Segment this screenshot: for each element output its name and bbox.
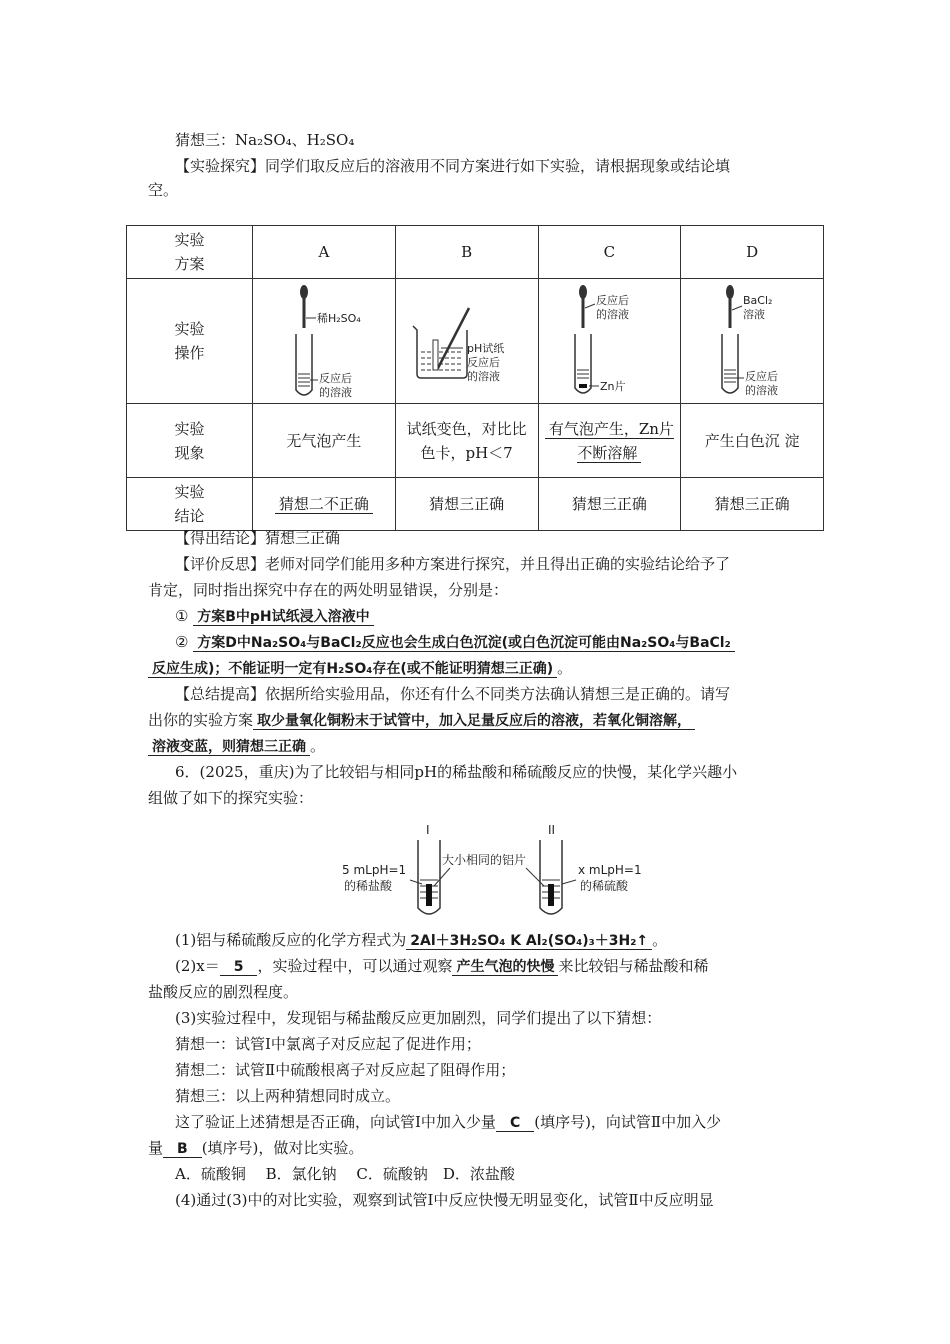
answer-blank: 取少量氧化铜粉末于试管中，加入足量反应后的溶液，若氧化铜溶解，	[253, 713, 695, 730]
summary-tag: 【总结提高】	[175, 685, 266, 703]
phenomenon-d: 产生白色沉 淀	[681, 404, 824, 478]
answer-blank: 溶液变蓝，则猜想三正确	[148, 739, 310, 756]
label-solution: 反应后	[596, 294, 630, 307]
conclusion-d: 猜想三正确	[681, 478, 824, 531]
summary-line-3	[148, 734, 828, 759]
phenomenon-c	[538, 404, 681, 478]
part-text: 量	[148, 1139, 164, 1157]
table-row	[127, 279, 824, 404]
answer-blank: 2Al＋3H₂SO₄ K Al₂(SO₄)₃＋3H₂↑	[406, 933, 652, 950]
item-number: ①	[175, 607, 189, 625]
part-text: 来比较铝与稀盐酸和稀	[558, 957, 709, 975]
tube-1-label: I	[426, 823, 430, 837]
label-solution: 反应后	[318, 372, 352, 385]
reflection-line-2: 肯定，同时指出探究中存在的两处明显错误，分别是：	[148, 581, 509, 599]
q6-part2	[175, 954, 828, 979]
label-solution: 反应后	[745, 370, 779, 383]
two-tubes-figure	[330, 822, 690, 922]
conclusion-label: 实验 结论	[127, 478, 253, 531]
q6-guess3: 猜想三：以上两种猜想同时成立。	[175, 1087, 401, 1105]
part-text: (2)x＝	[175, 957, 220, 975]
explore-line-2: 空。	[148, 181, 179, 199]
label-solution-2: 的溶液	[318, 386, 352, 399]
summary-text: 依据所给实验用品，你还有什么不同类方法确认猜想三是正确的。请写	[265, 685, 731, 703]
label-solution: 反应后	[466, 356, 500, 369]
reflection-item-2-cont	[148, 656, 828, 681]
operation-c-figure	[538, 279, 681, 404]
q6-verify-line-1	[175, 1110, 828, 1135]
operation-b-figure	[395, 279, 538, 404]
label-solution-2: 的溶液	[596, 308, 630, 321]
experiment-table	[126, 225, 824, 531]
conclusion-line	[175, 526, 828, 550]
label-bacl2: BaCl₂	[743, 294, 773, 307]
part-text: (填序号)，向试管Ⅱ中加入少	[534, 1113, 722, 1131]
table-header-c: C	[538, 226, 681, 279]
reflection-line-1	[175, 552, 828, 576]
period: 。	[310, 737, 326, 755]
dropper-tube-figure-c	[559, 282, 659, 400]
label-solution-2: 的溶液	[466, 370, 500, 383]
table-row	[127, 404, 824, 478]
conclusion-c: 猜想三正确	[538, 478, 681, 531]
left-label-2: 的稀盐酸	[344, 879, 393, 893]
q6-options: A．硫酸铜 B．氯化钠 C．硫酸钠 D．浓盐酸	[175, 1165, 515, 1183]
label-solution-2: 的溶液	[745, 384, 779, 397]
conclusion-text: 猜想三正确	[265, 529, 341, 547]
operation-d-figure	[681, 279, 824, 404]
aluminum-label: 大小相同的铝片	[442, 853, 527, 867]
q6-part2-cont: 盐酸反应的剧烈程度。	[148, 983, 299, 1001]
summary-text-2: 出你的实验方案	[148, 711, 254, 729]
table-header-d: D	[681, 226, 824, 279]
dropper-tube-figure-a	[274, 282, 374, 400]
label-dilute-h2so4: 稀H₂SO₄	[316, 312, 361, 325]
answer-blank: 产生气泡的快慢	[452, 959, 558, 976]
reflection-text: 老师对同学们能用多种方案进行探究，并且得出正确的实验结论给予了	[265, 555, 731, 573]
answer-blank: 有气泡产生，Zn片不断溶解	[545, 420, 674, 463]
answer-blank: B	[163, 1141, 202, 1158]
conclusion-tag: 【得出结论】	[175, 529, 266, 547]
label-ph-paper: pH试纸	[466, 342, 504, 355]
tube-2-label: II	[548, 823, 556, 837]
answer-blank: 方案B中pH试纸浸入溶液中	[193, 609, 373, 626]
q6-stem-1: 6．(2025，重庆)为了比较铝与相同pH的稀盐酸和稀硫酸反应的快慢，某化学兴趣小	[175, 763, 738, 781]
table-header-label: 实验 方案	[127, 226, 253, 279]
reflection-item-2	[175, 630, 828, 655]
reflection-item-1	[175, 604, 828, 629]
explore-line-1	[175, 154, 828, 178]
table-row	[127, 478, 824, 531]
part-text: 这了验证上述猜想是否正确，向试管Ⅰ中加入少量	[175, 1113, 496, 1131]
q6-stem-2: 组做了如下的探究实验：	[148, 789, 314, 807]
label-zn: Zn片	[600, 380, 626, 393]
phenomenon-b: 试纸变色，对比比色卡，pH＜7	[395, 404, 538, 478]
phenomenon-a: 无气泡产生	[253, 404, 396, 478]
answer-blank: 反应生成)；不能证明一定有H₂SO₄存在(或不能证明猜想三正确)	[148, 661, 557, 678]
dropper-tube-figure-d	[702, 282, 802, 400]
conclusion-a	[253, 478, 396, 531]
answer-blank: 方案D中Na₂SO₄与BaCl₂反应也会生成白色沉淀(或白色沉淀可能由Na₂SO₄与BaCl₂	[193, 635, 735, 652]
q6-verify-line-2	[148, 1136, 828, 1161]
part-text: ，实验过程中，可以通过观察	[257, 957, 453, 975]
explore-text: 同学们取反应后的溶液用不同方案进行如下实验，请根据现象或结论填	[265, 157, 731, 175]
table-row	[127, 226, 824, 279]
part-text: (1)铝与稀硫酸反应的化学方程式为	[175, 931, 407, 949]
answer-blank: C	[496, 1115, 534, 1132]
answer-blank: 猜想二不正确	[275, 495, 373, 514]
label-bacl2-solution: 溶液	[743, 308, 766, 321]
summary-line-1	[175, 682, 828, 706]
period: 。	[557, 659, 573, 677]
q6-guess2: 猜想二：试管Ⅱ中硫酸根离子对反应起了阻碍作用；	[175, 1061, 516, 1079]
phenomenon-label: 实验 现象	[127, 404, 253, 478]
beaker-figure-b	[407, 296, 527, 386]
q6-part1	[175, 928, 828, 953]
left-label-1: 5 mLpH=1	[342, 863, 407, 877]
right-label-2: 的稀硫酸	[580, 879, 629, 893]
operation-a-figure	[253, 279, 396, 404]
guess-three-line: 猜想三：Na₂SO₄、H₂SO₄	[175, 131, 355, 149]
operation-label: 实验 操作	[127, 279, 253, 404]
answer-blank: 5	[220, 959, 258, 976]
period: 。	[652, 931, 668, 949]
reflection-tag: 【评价反思】	[175, 555, 266, 573]
q6-part4: (4)通过(3)中的对比实验，观察到试管Ⅰ中反应快慢无明显变化，试管Ⅱ中反应明显	[175, 1191, 714, 1209]
summary-line-2	[148, 708, 828, 733]
table-header-b: B	[395, 226, 538, 279]
conclusion-b: 猜想三正确	[395, 478, 538, 531]
part-text: (填序号)，做对比实验。	[201, 1139, 364, 1157]
q6-part3: (3)实验过程中，发现铝与稀盐酸反应更加剧烈，同学们提出了以下猜想：	[175, 1009, 662, 1027]
table-header-a: A	[253, 226, 396, 279]
right-label-1: x mLpH=1	[578, 863, 642, 877]
q6-guess1: 猜想一：试管Ⅰ中氯离子对反应起了促进作用；	[175, 1035, 481, 1053]
item-number: ②	[175, 633, 189, 651]
explore-tag: 【实验探究】	[175, 157, 266, 175]
